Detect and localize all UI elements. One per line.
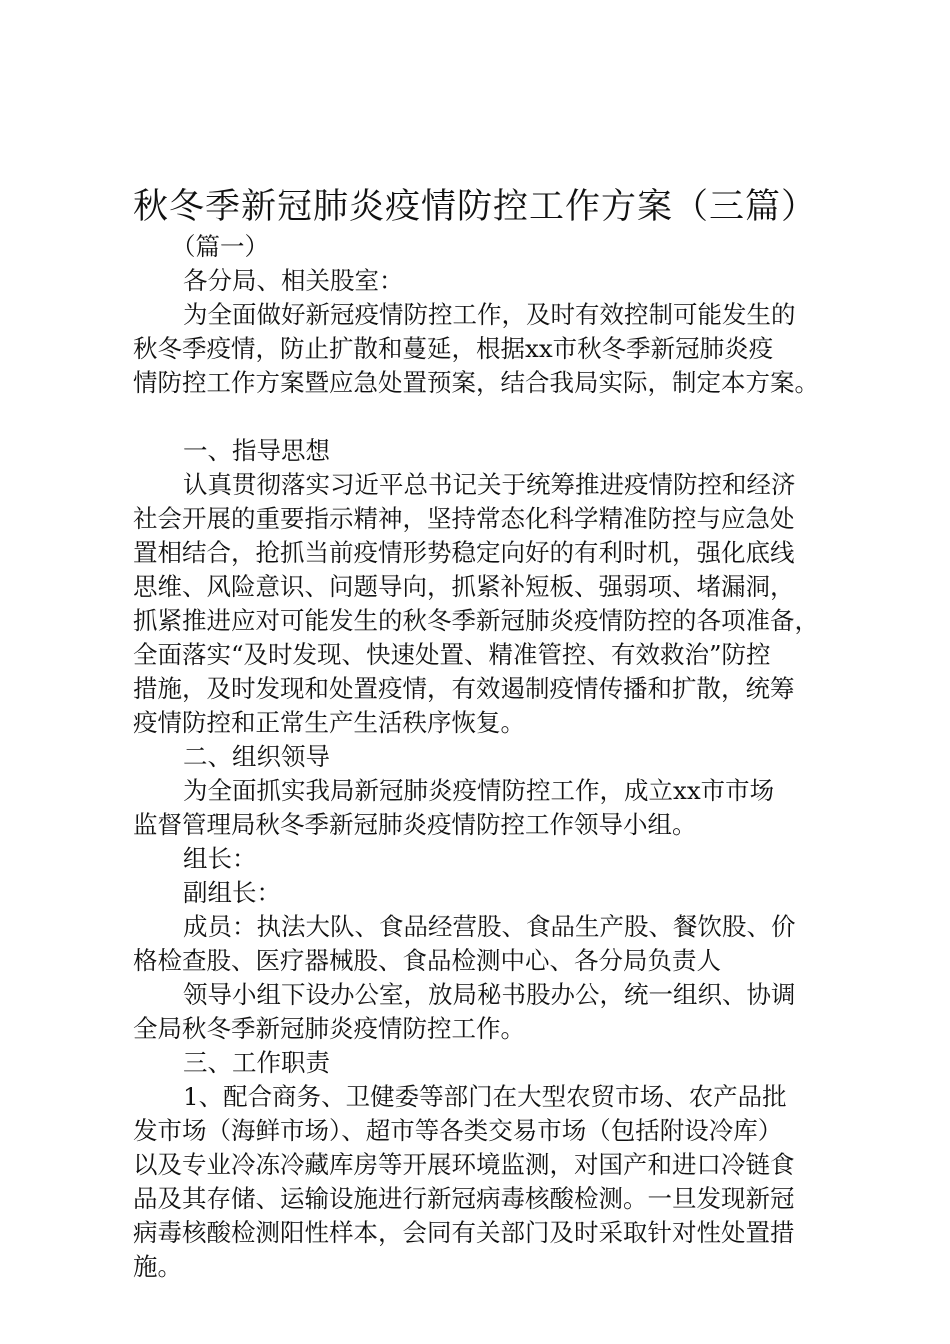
section1-line: 认真贯彻落实习近平总书记关于统筹推进疫情防控和经济 bbox=[183, 470, 796, 499]
section3-line: 品及其存储、运输设施进行新冠病毒核酸检测。一旦发现新冠 bbox=[133, 1184, 795, 1213]
section3-line: 以及专业冷冻冷藏库房等开展环境监测，对国产和进口冷链食 bbox=[133, 1150, 795, 1179]
document-body bbox=[133, 230, 825, 1284]
salutation: 各分局、相关股室： bbox=[183, 266, 404, 295]
paragraph-gap bbox=[133, 400, 825, 434]
document-title: 秋冬季新冠肺炎疫情防控工作方案（三篇） bbox=[132, 187, 817, 227]
leader-label: 组长： bbox=[183, 844, 257, 873]
deputy-label: 副组长： bbox=[183, 878, 281, 907]
section1-line: 全面落实“及时发现、快速处置、精准管控、有效救治”防控 bbox=[133, 640, 771, 669]
section3-line: 病毒核酸检测阳性样本，会同有关部门及时采取针对性处置措 bbox=[133, 1218, 795, 1247]
intro-line: 秋冬季疫情，防止扩散和蔓延，根据xx市秋冬季新冠肺炎疫 bbox=[133, 334, 774, 363]
section1-line: 社会开展的重要指示精神，坚持常态化科学精准防控与应急处 bbox=[133, 504, 795, 533]
part-label: （篇一） bbox=[171, 232, 269, 261]
section3-line: 发市场（海鲜市场）、超市等各类交易市场（包括附设冷库） bbox=[133, 1116, 783, 1145]
office-line: 领导小组下设办公室，放局秘书股办公，统一组织、协调 bbox=[183, 980, 796, 1009]
office-line: 全局秋冬季新冠肺炎疫情防控工作。 bbox=[133, 1014, 525, 1043]
section1-line: 抓紧推进应对可能发生的秋冬季新冠肺炎疫情防控的各项准备， bbox=[133, 606, 819, 635]
section3-line: 1、配合商务、卫健委等部门在大型农贸市场、农产品批 bbox=[183, 1082, 787, 1111]
intro-line: 为全面做好新冠疫情防控工作，及时有效控制可能发生的 bbox=[183, 300, 796, 329]
section3-heading: 三、工作职责 bbox=[183, 1048, 330, 1077]
section1-line: 措施，及时发现和处置疫情，有效遏制疫情传播和扩散，统筹 bbox=[133, 674, 795, 703]
section3-line: 施。 bbox=[133, 1252, 182, 1281]
section2-heading: 二、组织领导 bbox=[183, 742, 330, 771]
section2-line: 监督管理局秋冬季新冠肺炎疫情防控工作领导小组。 bbox=[133, 810, 697, 839]
section1-heading: 一、指导思想 bbox=[183, 436, 330, 465]
members-line: 成员：执法大队、食品经营股、食品生产股、餐饮股、价 bbox=[183, 912, 796, 941]
members-line: 格检查股、医疗器械股、食品检测中心、各分局负责人 bbox=[133, 946, 721, 975]
section2-line: 为全面抓实我局新冠肺炎疫情防控工作，成立xx市市场 bbox=[183, 776, 775, 805]
section1-line: 思维、风险意识、问题导向，抓紧补短板、强弱项、堵漏洞， bbox=[133, 572, 795, 601]
section1-line: 置相结合，抢抓当前疫情形势稳定向好的有利时机，强化底线 bbox=[133, 538, 795, 567]
intro-line: 情防控工作方案暨应急处置预案，结合我局实际，制定本方案。 bbox=[133, 368, 819, 397]
section1-line: 疫情防控和正常生产生活秩序恢复。 bbox=[133, 708, 525, 737]
